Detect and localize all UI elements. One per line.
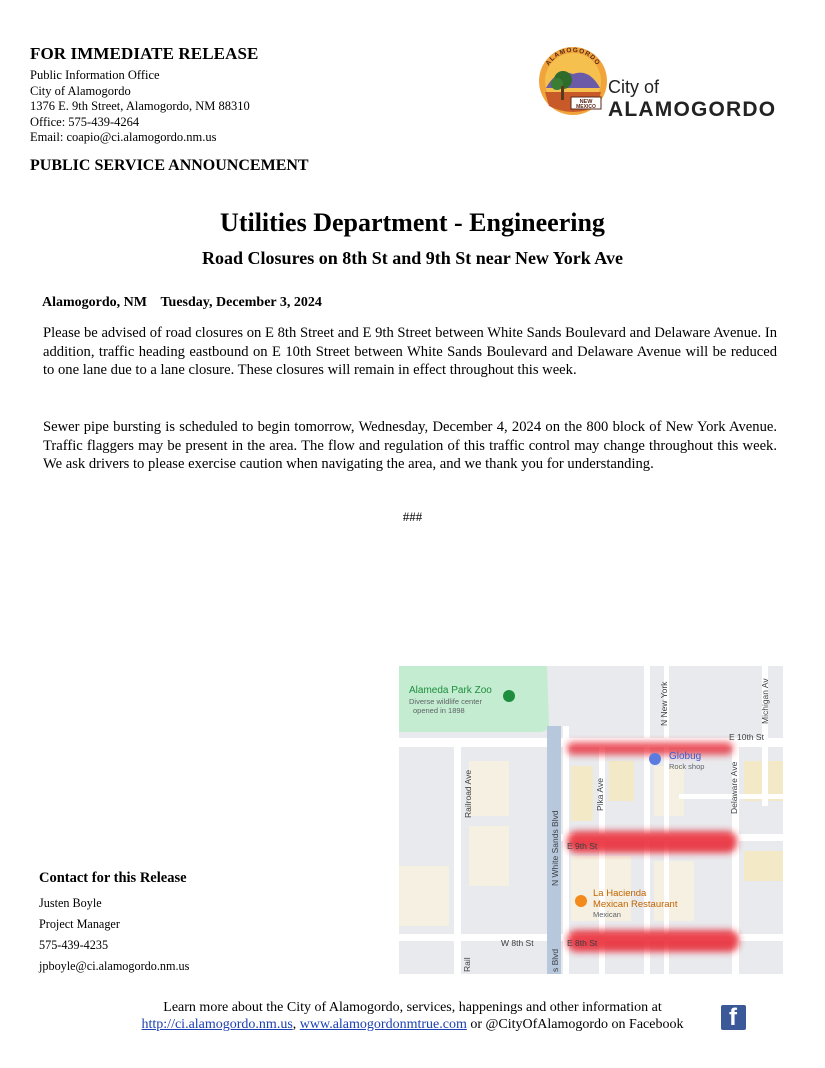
footer-line-2 [0,1017,825,1033]
seal-state-text-1: NEW [579,99,593,105]
nmtrue-website-link[interactable]: www.alamogordonmtrue.com [299,1017,467,1032]
street-rail-bottom: Rail [462,957,472,972]
closure-e10th [567,742,733,755]
logo-text-alamogordo: ALAMOGORDO [608,98,777,121]
city-name: City of Alamogordo [30,83,131,98]
contact-block [39,893,189,977]
dateline-date: Tuesday, December 3, 2024 [160,295,322,310]
office-email: Email: coapio@ci.alamogordo.nm.us [30,130,217,144]
contact-phone: 575-439-4235 [39,938,109,952]
release-heading: FOR IMMEDIATE RELEASE [30,44,259,63]
closure-map [399,666,783,974]
map-label-restaurant-2: Mexican Restaurant [593,899,678,910]
office-name: Public Information Office [30,68,160,82]
city-website-link[interactable]: http://ci.alamogordo.nm.us [141,1017,293,1032]
contact-email: jpboyle@ci.alamogordo.nm.us [39,959,190,973]
map-label-zoo-sub2: opened in 1898 [413,706,465,715]
footer-line-1: Learn more about the City of Alamogordo, services, happenings and other information at [163,1000,662,1015]
map-label-zoo-sub1: Diverse wildlife center [409,697,482,706]
map-label-restaurant-sub: Mexican [593,910,621,919]
map-label-zoo: Alameda Park Zoo [409,685,492,696]
facebook-icon[interactable] [721,1005,746,1030]
body-paragraph-1: Please be advised of road closures on E 8th Street and E 9th Street between White Sands Boulevard and Delaware Avenue. In addition, traffic heading eastbound on E 10th Street between White Sands Boulevard and Delaware Avenue will be reduced to one lane due to a lane closure. These closures will remain in effect throughout this week. [43,325,777,378]
footer-separator: , [292,1017,300,1032]
street-e9: E 9th St [567,841,598,851]
office-phone: Office: 575-439-4264 [30,114,140,129]
street-e10: E 10th St [729,732,764,742]
street-railroad: Railroad Ave [463,769,473,818]
facebook-glyph: f [729,1004,737,1031]
contact-title: Project Manager [39,917,120,931]
street-delaware: Delaware Ave [729,761,739,814]
dateline [42,295,322,311]
office-address: 1376 E. 9th Street, Alamogordo, NM 88310 [30,99,250,113]
zoo-pin-icon [503,690,515,702]
street-white-sands-bottom: s Blvd [550,948,560,972]
street-newyork: N New York [659,681,669,726]
footer-facebook-text: or @CityOfAlamogordo on Facebook [466,1017,684,1032]
psa-heading: PUBLIC SERVICE ANNOUNCEMENT [30,157,309,174]
contact-heading: Contact for this Release [39,870,187,886]
restaurant-pin-icon [575,895,587,907]
seal-state-text-2: MEXICO [576,104,596,110]
logo-text-city-of: City of [608,77,660,97]
street-w8: W 8th St [501,938,534,948]
contact-name: Justen Boyle [39,896,102,910]
street-michigan: Michigan Av [760,678,770,724]
page-subtitle: Road Closures on 8th St and 9th St near New York Ave [202,248,623,268]
city-seal-logo [537,40,609,122]
end-mark: ### [402,509,423,524]
shop-pin-icon [649,753,661,765]
body-paragraph-2: Sewer pipe bursting is scheduled to begin tomorrow, Wednesday, December 4, 2024 on the 800 block of New York Avenue. Traffic flaggers may be present in the area. The flow and regulation of this traffic control may change throughout this week. We ask drivers to please exercise caution when navigating the area, and we thank you for understanding. [43,419,777,472]
map-label-globug: Globug [669,751,702,762]
street-pika: Pika Ave [595,778,605,811]
map-label-restaurant-1: La Hacienda [593,888,647,899]
office-contact-block [30,68,250,146]
street-white-sands: N White Sands Blvd [550,810,560,886]
map-label-globug-sub: Rock shop [669,762,705,771]
page-title: Utilities Department - Engineering [220,208,605,237]
street-e8: E 8th St [567,938,598,948]
seal-arc-text: ALAMOGORDO [544,46,602,68]
dateline-place: Alamogordo, NM [42,295,147,310]
